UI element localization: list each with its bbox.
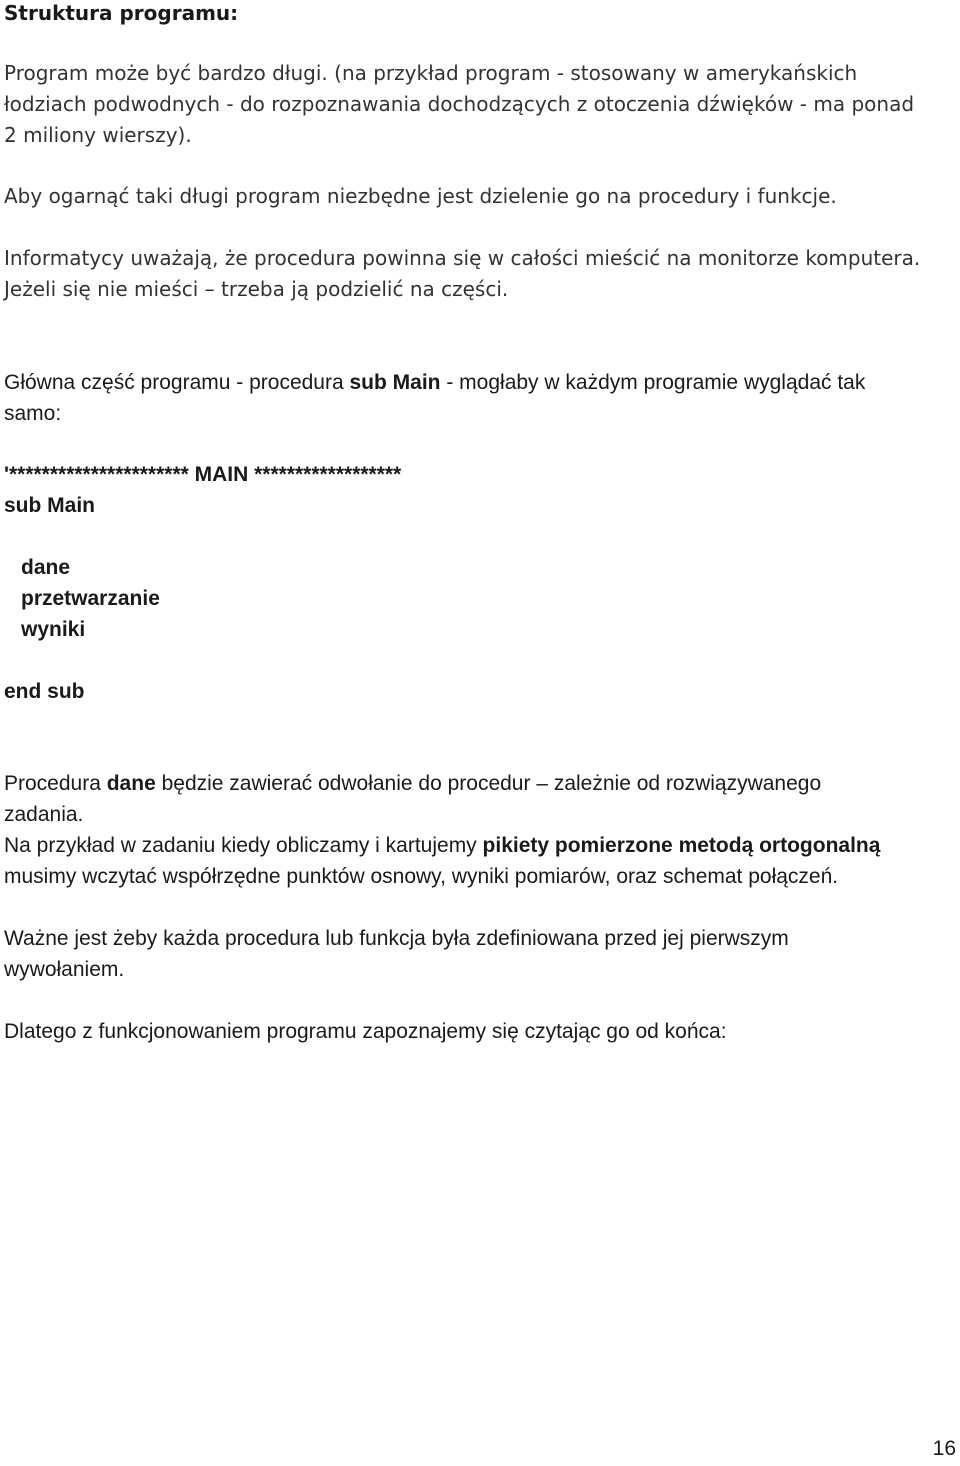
intro-line-1: Program może być bardzo długi. (na przykład program - stosowany w amerykańskich (4, 61, 858, 85)
example-bold-2: ortogonalną (759, 834, 881, 857)
monitor-line-1: Informatycy uważają, że procedura powinna się w całości mieścić na monitorze komputera. (4, 246, 921, 270)
code-line-dane: dane (21, 556, 71, 579)
definition-line-2: wywołaniem. (4, 958, 125, 981)
main-intro-text-2: - mogłaby w każdym programie wyglądać tak (440, 371, 866, 394)
end-sub-line: end sub (4, 680, 85, 703)
example-line-1 (4, 830, 880, 861)
main-intro-text-1: Główna część programu - procedura (4, 371, 350, 394)
main-intro-line-1 (4, 367, 865, 398)
comment-prefix: '********************** (4, 463, 195, 486)
main-intro-bold: sub Main (349, 371, 441, 394)
example-line-2: musimy wczytać współrzędne punktów osnowy, wyniki pomiarów, oraz schemat połączeń. (4, 865, 839, 888)
example-text-1: Na przykład w zadaniu kiedy obliczamy i kartujemy (4, 834, 483, 857)
monitor-line-2: Jeżeli się nie mieści – trzeba ją podzielić na części. (4, 277, 509, 301)
intro-line-2: łodziach podwodnych - do rozpoznawania dochodzących z otoczenia dźwięków - ma ponad (4, 92, 915, 116)
procedure-dane-line-2: zadania. (4, 803, 84, 826)
procedure-dane-bold: dane (106, 772, 156, 795)
intro-line-3: 2 miliony wierszy). (4, 123, 192, 147)
procedure-dane-line-1 (4, 768, 821, 799)
code-line-przetwarzanie: przetwarzanie (21, 587, 160, 610)
reading-paragraph: Dlatego z funkcjonowaniem programu zapoznajemy się czytając go od końca: (4, 1020, 727, 1043)
code-line-wyniki: wyniki (21, 618, 86, 641)
procedure-dane-text-2: będzie zawierać odwołanie do procedur – zależnie od rozwiązywanego (155, 772, 822, 795)
comment-suffix: ****************** (248, 463, 402, 486)
example-bold-1: pikiety pomierzone metodą (482, 834, 754, 857)
main-intro-line-2: samo: (4, 402, 62, 425)
sub-main-line: sub Main (4, 494, 96, 517)
main-comment-line (4, 459, 401, 490)
comment-label: MAIN (194, 463, 249, 486)
page-number: 16 (932, 1437, 956, 1460)
definition-line-1: Ważne jest żeby każda procedura lub funkcja była zdefiniowana przed jej pierwszym (4, 927, 789, 950)
section-title: Struktura programu: (4, 1, 239, 25)
procedures-paragraph: Aby ogarnąć taki długi program niezbędne jest dzielenie go na procedury i funkcje. (4, 184, 837, 208)
procedure-dane-text-1: Procedura (4, 772, 107, 795)
